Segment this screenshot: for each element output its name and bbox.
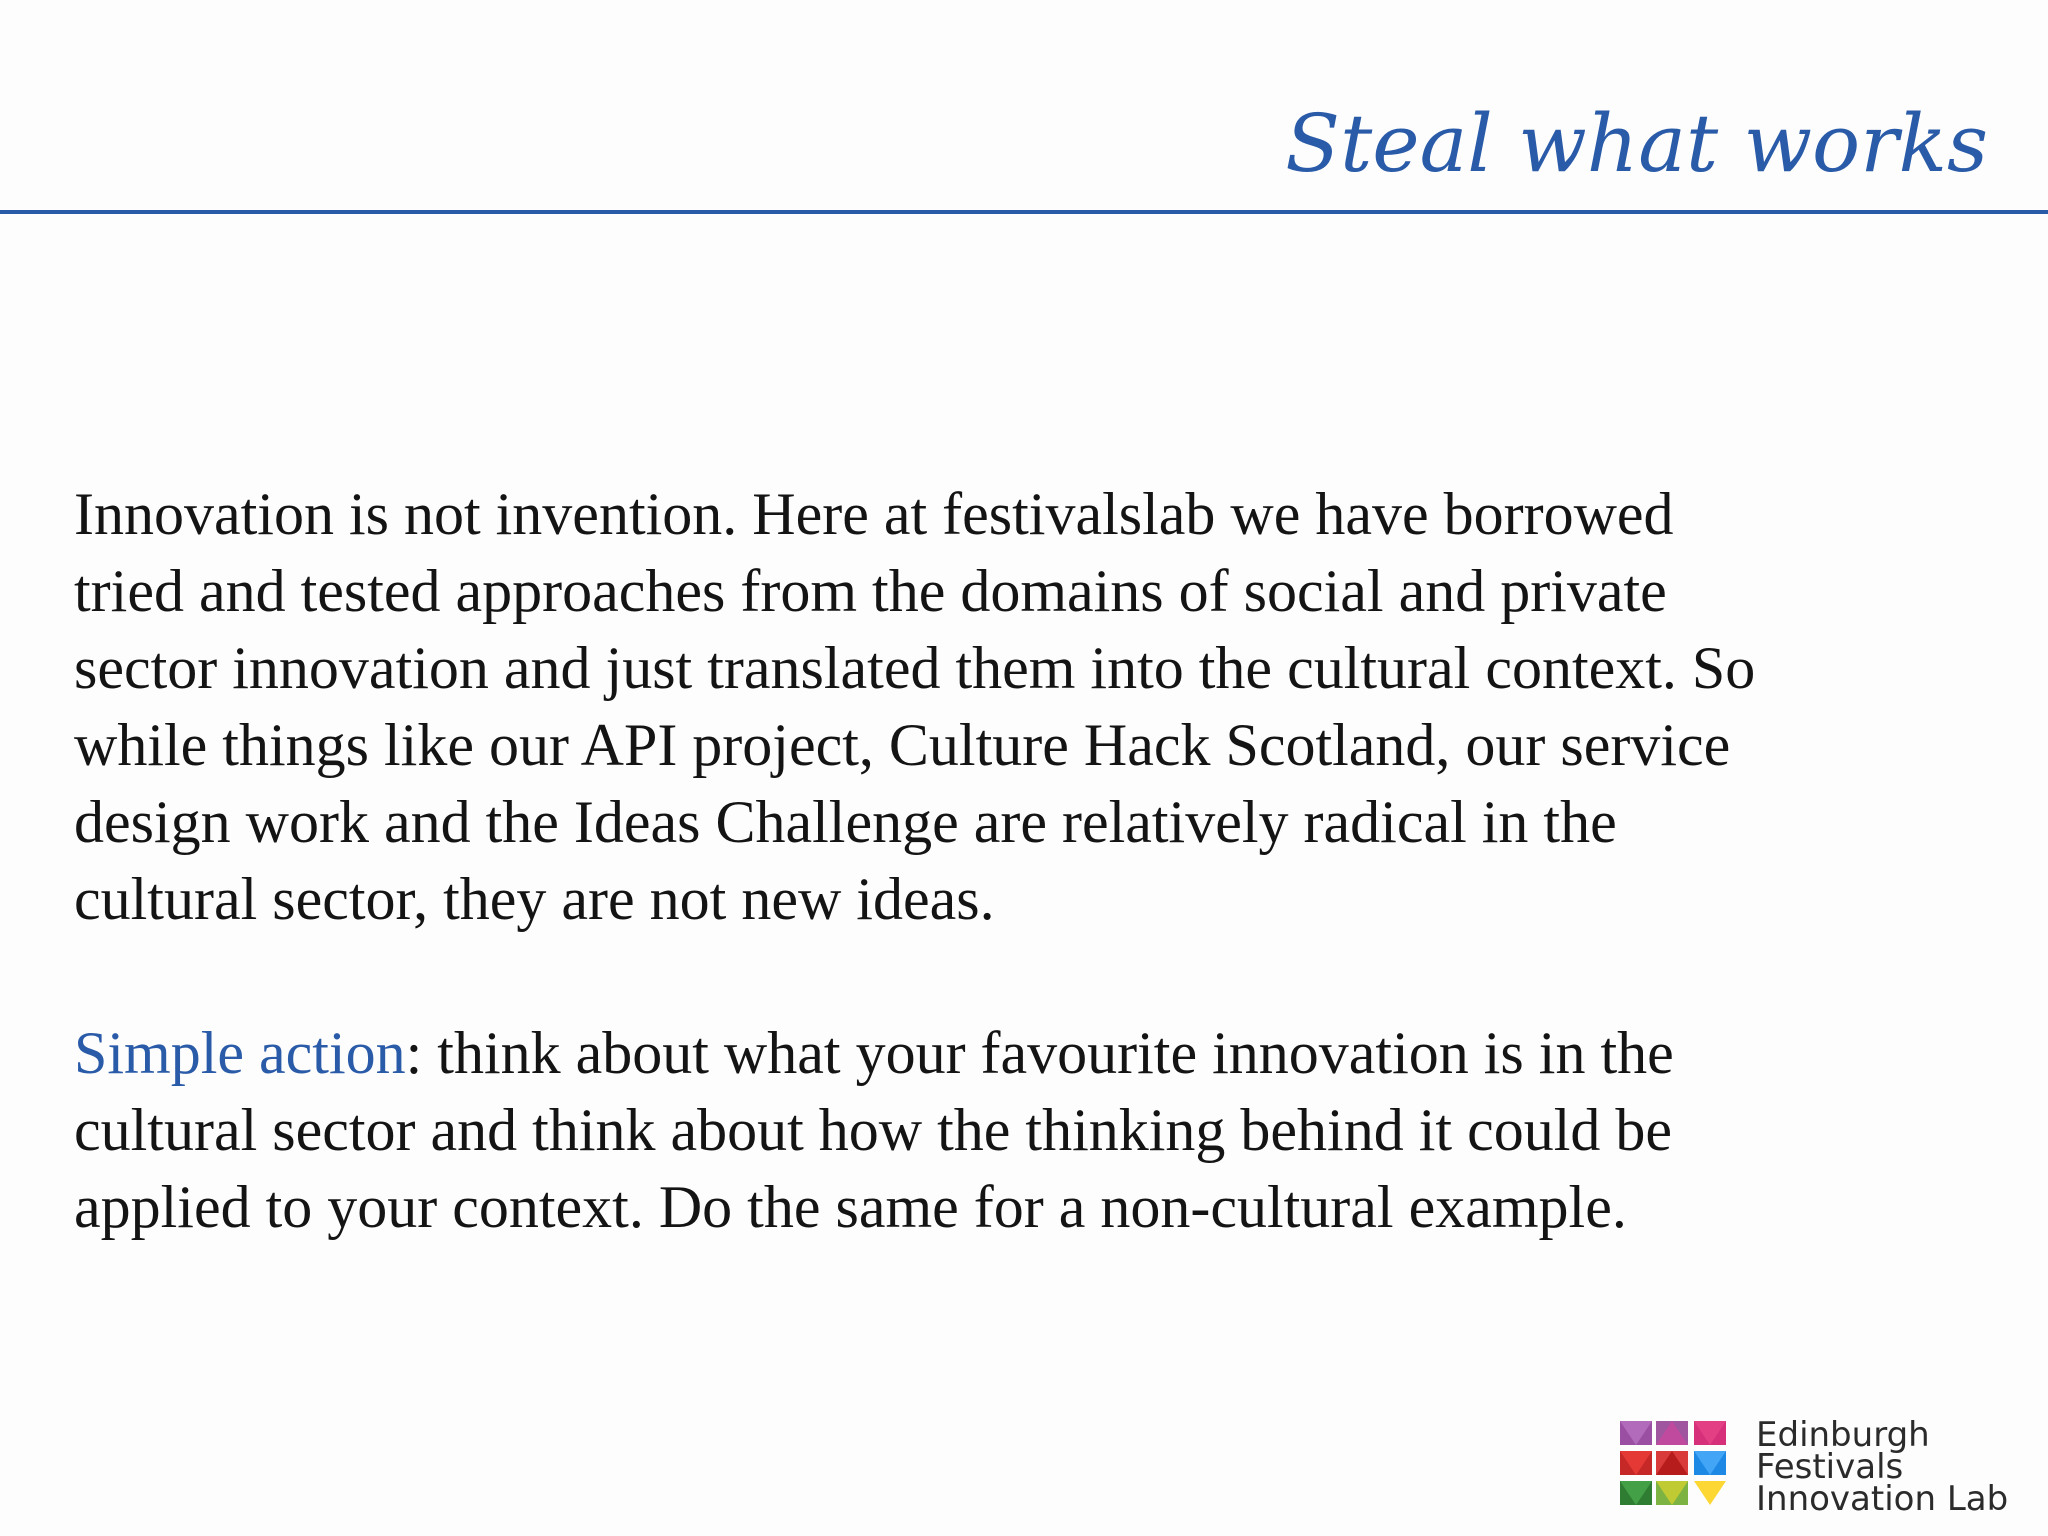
- intro-line-1: Innovation is not invention. Here at festivalslab we have borrowed: [74, 481, 1674, 547]
- edinburgh-festivals-innovation-lab-logo: [1620, 1415, 2009, 1519]
- logo-line-1: Edinburgh: [1756, 1415, 1930, 1455]
- intro-line-3: sector innovation and just translated them into the cultural context. So: [74, 635, 1756, 701]
- slide-body: [74, 476, 2004, 1246]
- title-divider: [0, 210, 2048, 214]
- intro-line-4: while things like our API project, Culture Hack Scotland, our service: [74, 712, 1731, 778]
- logo-line-2: Festivals: [1756, 1447, 1904, 1487]
- slide-title: Steal what works: [1285, 97, 1988, 190]
- intro-line-2: tried and tested approaches from the domains of social and private: [74, 558, 1667, 624]
- action-line-3: applied to your context. Do the same for a non-cultural example.: [74, 1174, 1627, 1240]
- logo-line-3: Innovation Lab: [1756, 1479, 2009, 1519]
- intro-line-6: cultural sector, they are not new ideas.: [74, 866, 995, 932]
- action-line-1-rest: : think about what your favourite innovation is in the: [405, 1020, 1674, 1086]
- action-paragraph: [74, 1015, 2004, 1246]
- triangle-mosaic-logo-icon: [1620, 1421, 1730, 1509]
- intro-paragraph: [74, 476, 2004, 938]
- logo-wordmark: [1756, 1415, 2009, 1519]
- action-line-2: cultural sector and think about how the thinking behind it could be: [74, 1097, 1672, 1163]
- intro-line-5: design work and the Ideas Challenge are relatively radical in the: [74, 789, 1617, 855]
- action-label: Simple action: [74, 1020, 406, 1086]
